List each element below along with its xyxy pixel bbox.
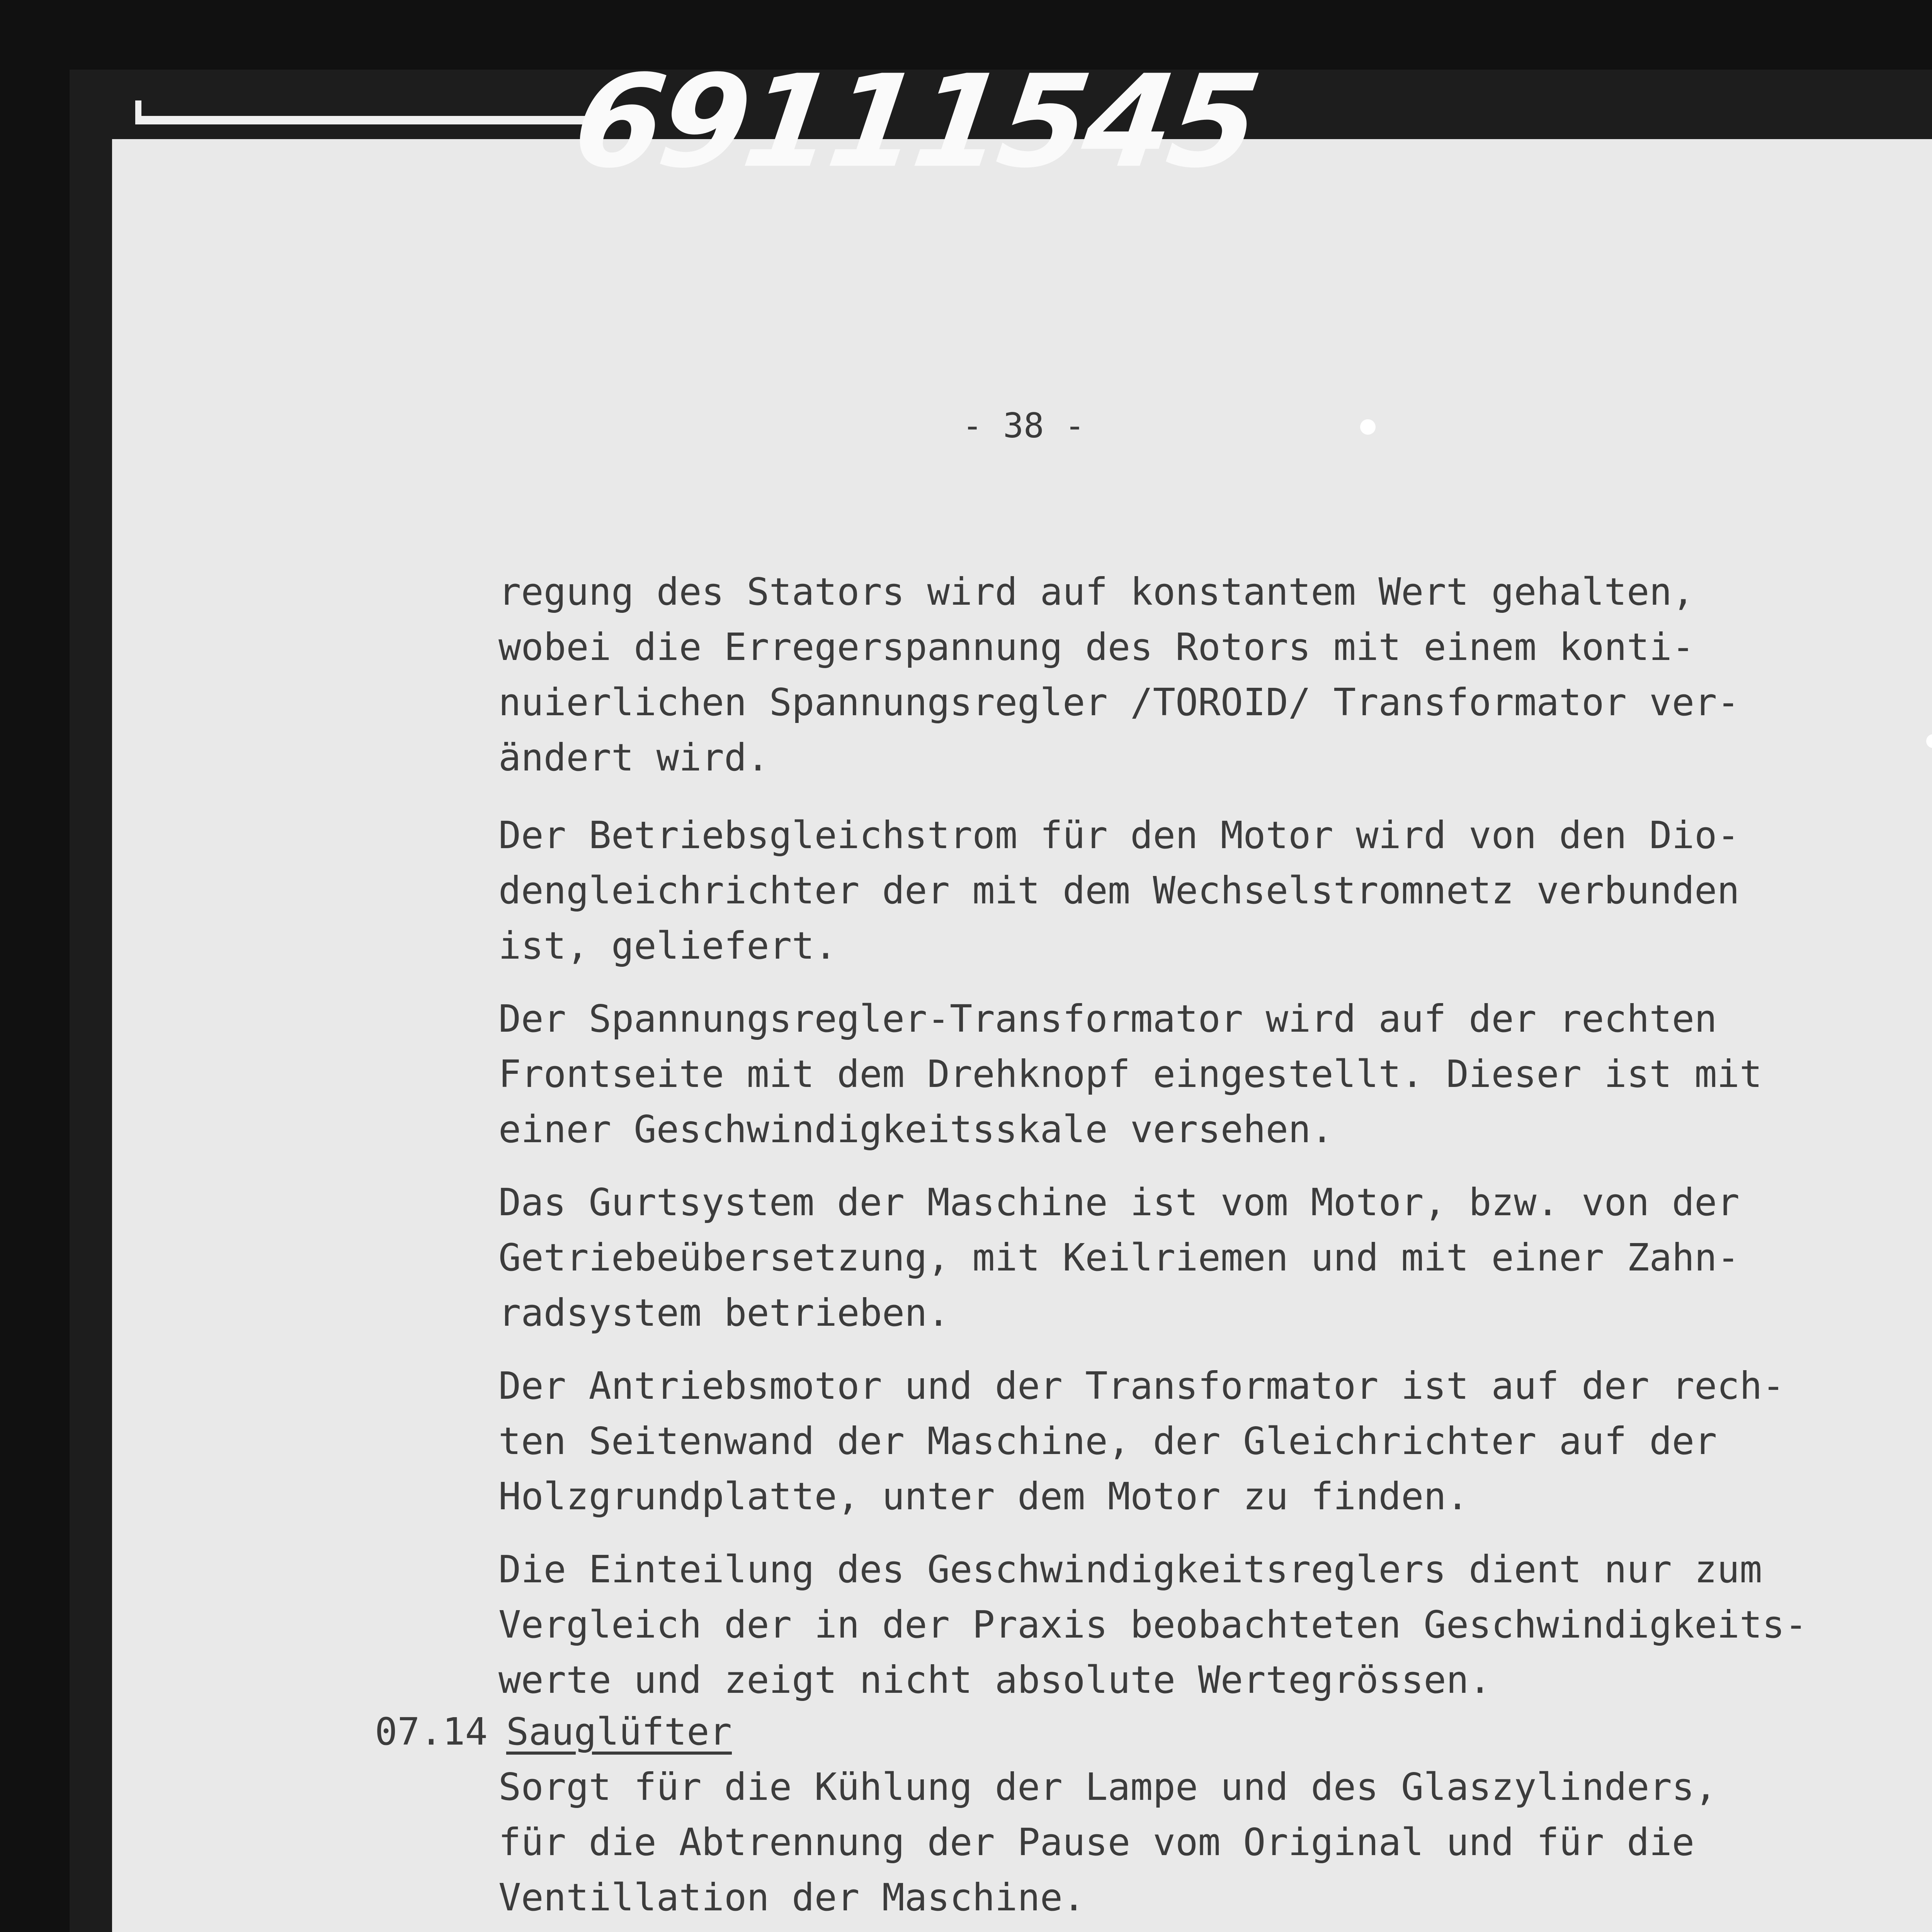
paragraph-4	[498, 1175, 1832, 1340]
text-line: dengleichrichter der mit dem Wechselstromnetz verbunden	[498, 869, 1740, 912]
text-line: ist, geliefert.	[498, 924, 837, 968]
text-line: nuierlichen Spannungsregler /TOROID/ Transformator ver-	[498, 680, 1740, 724]
text-line: wobei die Erregerspannung des Rotors mit einem konti-	[498, 625, 1695, 669]
text-line: Der Antriebsmotor und der Transformator ist auf der rech-	[498, 1364, 1785, 1408]
frame-line	[135, 116, 599, 124]
paragraph-2	[498, 808, 1832, 973]
section-number: 07.14	[375, 1710, 488, 1753]
text-line: Ventillation der Maschine.	[498, 1876, 1085, 1919]
text-line: ändert wird.	[498, 736, 769, 779]
text-line: Holzgrundplatte, unter dem Motor zu finden.	[498, 1475, 1469, 1518]
text-line: einer Geschwindigkeitsskale versehen.	[498, 1107, 1333, 1151]
text-line: Frontseite mit dem Drehknopf eingestellt. Dieser ist mit	[498, 1052, 1762, 1096]
text-line: werte und zeigt nicht absolute Wertegrössen.	[498, 1658, 1492, 1702]
text-line: Der Spannungsregler-Transformator wird auf der rechten	[498, 997, 1717, 1041]
text-line: Der Betriebsgleichstrom für den Motor wird von den Dio-	[498, 813, 1740, 857]
paragraph-7	[498, 1759, 1832, 1925]
text-line: Getriebeübersetzung, mit Keilriemen und mit einer Zahn-	[498, 1236, 1740, 1279]
text-line: Das Gurtsystem der Maschine ist vom Motor, bzw. von der	[498, 1180, 1740, 1224]
section-title: Sauglüfter	[506, 1710, 732, 1753]
dust-speck	[1360, 419, 1376, 435]
archive-number: 69111545	[565, 48, 1265, 196]
paragraph-6	[498, 1542, 1832, 1708]
paragraph-5	[498, 1358, 1832, 1524]
text-line: Die Einteilung des Geschwindigkeitsreglers dient nur zum	[498, 1548, 1762, 1591]
page-number: - 38 -	[962, 406, 1085, 446]
paragraph-1	[498, 564, 1832, 785]
text-line: ten Seitenwand der Maschine, der Gleichrichter auf der	[498, 1419, 1717, 1463]
text-line: für die Abtrennung der Pause vom Original und für die	[498, 1820, 1695, 1864]
text-line: regung des Stators wird auf konstantem Wert gehalten,	[498, 570, 1695, 614]
text-line: Vergleich der in der Praxis beobachteten Geschwindigkeits-	[498, 1603, 1808, 1646]
text-line: Sorgt für die Kühlung der Lampe und des Glaszylinders,	[498, 1765, 1717, 1809]
paragraph-3	[498, 991, 1832, 1157]
text-line: radsystem betrieben.	[498, 1291, 950, 1335]
